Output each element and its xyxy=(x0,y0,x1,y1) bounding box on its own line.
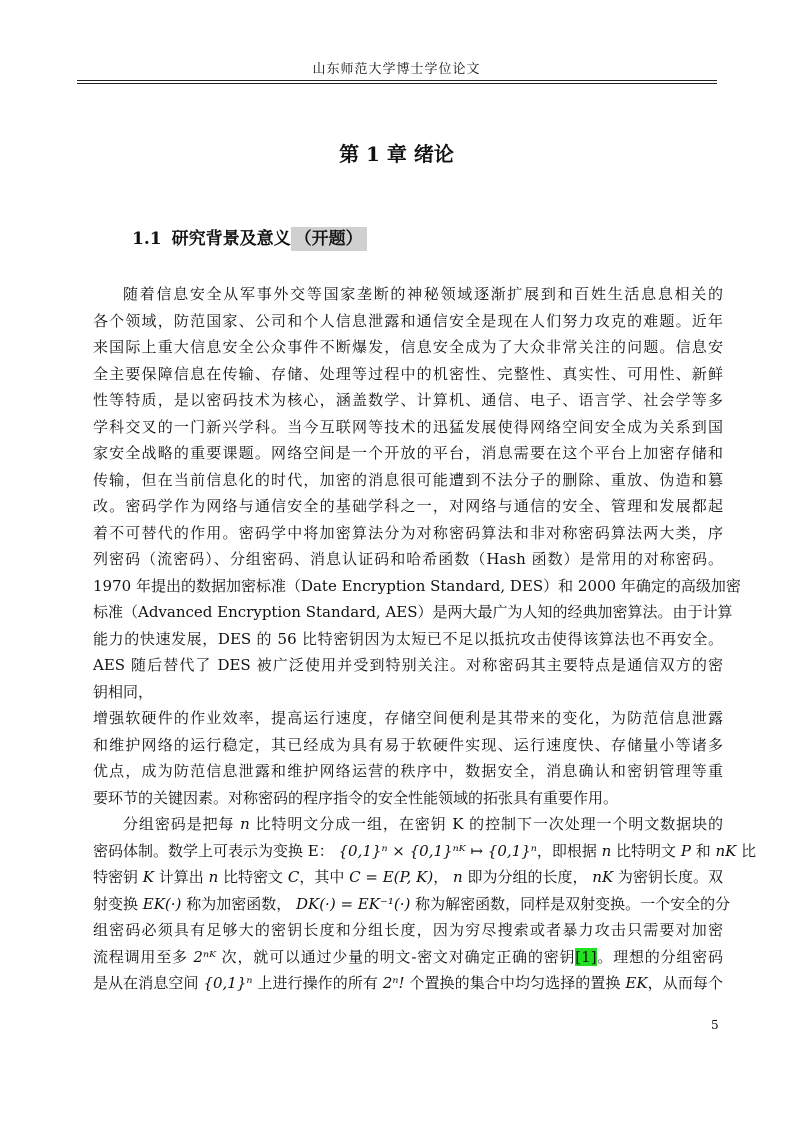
text-run: ，从而每个 xyxy=(647,974,723,992)
math-var: K xyxy=(142,868,155,886)
paragraph-line: 学科交叉的一门新兴学科。当今互联网等技术的迅猛发展使得网络空间安全成为关系到国 xyxy=(93,417,723,436)
text-run: 称为解密函数，同样是双射变换。一个安全的分 xyxy=(410,894,731,913)
math-var: n xyxy=(453,868,463,886)
text-run: 比 xyxy=(736,841,757,860)
paragraph-line: 和维护网络的运行稳定，其已经成为具有易于软硬件实现、运行速度快、存储量小等诸多 xyxy=(93,735,723,754)
text-run: ， xyxy=(433,868,453,886)
math-expression: C = E(P, K) xyxy=(349,868,434,886)
text-run: 是从在消息空间 xyxy=(93,974,204,992)
math-var: n xyxy=(208,868,219,886)
chapter-title: 第 1 章 绪论 xyxy=(339,142,454,166)
paragraph-line xyxy=(93,891,731,918)
paragraph-line xyxy=(93,944,723,971)
text-run: 。理想的分组密码 xyxy=(596,947,723,966)
text-run: 次，就可以通过少量的明文-密文对确定正确的密钥 xyxy=(216,947,576,966)
text-run: 特密钥 xyxy=(93,868,143,886)
text-run: 计算出 xyxy=(154,868,209,886)
paragraph-line: 钥相同， xyxy=(93,682,154,701)
paragraph-line xyxy=(93,811,723,838)
math-expression: {0,1}ⁿ × {0,1}ⁿᴷ ↦ {0,1}ⁿ xyxy=(338,841,537,860)
text-run: 比特密文 xyxy=(218,868,288,886)
math-expression: DK(·) = EK⁻¹(·) xyxy=(295,894,411,913)
paragraph-line: 优点，成为防范信息泄露和维护网络运营的秩序中，数据安全，消息确认和密钥管理等重 xyxy=(93,762,723,780)
paragraph-line: 要环节的关键因素。对称密码的程序指令的安全性能领域的拓张具有重要作用。 xyxy=(93,788,619,807)
paragraph-line: 性等特质，是以密码技术为核心，涵盖数学、计算机、通信、电子、语言学、社会学等多 xyxy=(93,391,723,409)
math-var: EK xyxy=(625,974,648,992)
text-run: 个置换的集合中均匀选择的置换 xyxy=(404,974,626,992)
text-run: 称为加密函数， xyxy=(181,894,296,913)
math-var: nK xyxy=(592,868,614,886)
math-expression: {0,1}ⁿ xyxy=(203,974,253,992)
math-var: P xyxy=(680,841,691,860)
text-run: 流程调用至多 xyxy=(93,947,194,966)
text-run: 上进行操作的所有 xyxy=(252,974,383,992)
text-run: 比特明文 xyxy=(611,841,681,860)
paragraph-line: AES 随后替代了 DES 被广泛使用并受到特别关注。对称密码其主要特点是通信双方的密 xyxy=(93,656,723,674)
text-run: 和 xyxy=(690,841,716,860)
math-expression: 2ⁿᴷ xyxy=(193,947,217,966)
paragraph-line: 随着信息安全从军事外交等国家垄断的神秘领域逐渐扩展到和百姓生活息息相关的 xyxy=(123,285,723,303)
body-text xyxy=(93,281,757,997)
section-heading xyxy=(132,224,367,249)
paragraph-line: 标准（Advanced Encryption Standard, AES）是两大最广为人知的经典加密算法。由于计算 xyxy=(93,603,733,621)
paragraph-line xyxy=(93,970,723,997)
paragraph-line: 来国际上重大信息安全公众事件不断爆发，信息安全成为了大众非常关注的问题。信息安 xyxy=(93,338,723,356)
paragraph-line xyxy=(93,864,723,891)
text-run: ，其中 xyxy=(299,868,350,886)
paragraph-line xyxy=(93,838,757,865)
math-expression: 2ⁿ! xyxy=(382,974,405,992)
citation-link[interactable]: [1] xyxy=(575,947,597,966)
text-run: ，即根据 xyxy=(536,841,602,860)
paragraph-line: 组密码必须具有足够大的密钥长度和分组长度，因为穷尽搜索或者暴力攻击只需要对加密 xyxy=(93,921,723,939)
text-run: 分组密码是把每 xyxy=(123,815,241,833)
paragraph-line: 列密码（流密码）、分组密码、消息认证码和哈希函数（Hash 函数）是常用的对称密码。 xyxy=(93,550,723,568)
header-rule-top xyxy=(77,80,717,81)
math-var: n xyxy=(601,841,612,860)
math-var: C xyxy=(287,868,300,886)
text-run: 比特明文分成一组，在密钥 K 的控制下一次处理一个明文数据块的 xyxy=(249,815,723,833)
text-run: 密码体制。数学上可表示为变换 E： xyxy=(93,841,339,860)
text-run: 为密钥长度。双 xyxy=(613,868,723,886)
math-var: n xyxy=(240,815,250,833)
section-title: 研究背景及意义 xyxy=(171,229,291,249)
running-header: 山东师范大学博士学位论文 xyxy=(312,62,481,77)
page-number: 5 xyxy=(711,1018,719,1032)
paragraph-line: 改。密码学作为网络与通信安全的基础学科之一，对网络与通信的安全、管理和发展都起 xyxy=(93,497,723,515)
section-number: 1.1 xyxy=(132,229,162,249)
section-tag: （开题） xyxy=(291,227,367,251)
paragraph-line: 全主要保障信息在传输、存储、处理等过程中的机密性、完整性、真实性、可用性、新鲜 xyxy=(93,364,723,383)
math-var: nK xyxy=(715,841,737,860)
paragraph-line: 增强软硬件的作业效率，提高运行速度，存储空间便利是其带来的变化，为防范信息泄露 xyxy=(93,709,723,727)
paragraph-line: 能力的快速发展，DES 的 56 比特密钥因为太短已不足以抵抗攻击使得该算法也不再安全。 xyxy=(93,629,723,648)
header-rule-bottom xyxy=(77,83,717,84)
paragraph-line: 着不可替代的作用。密码学中将加密算法分为对称密码算法和非对称密码算法两大类，序 xyxy=(93,523,723,542)
paragraph-line: 1970 年提出的数据加密标准（Date Encryption Standard, DES）和 2000 年确定的高级加密 xyxy=(93,576,741,595)
text-run: 射变换 xyxy=(93,894,143,913)
paragraph-line: 各个领域，防范国家、公司和个人信息泄露和通信安全是现在人们努力攻克的难题。近年 xyxy=(93,311,723,330)
math-expression: EK(·) xyxy=(142,894,182,913)
paragraph-line: 传输，但在当前信息化的时代，加密的消息很可能遭到不法分子的删除、重放、伪造和篡 xyxy=(93,470,723,489)
paragraph-line: 家安全战略的重要课题。网络空间是一个开放的平台，消息需要在这个平台上加密存储和 xyxy=(93,444,723,462)
text-run: 即为分组的长度， xyxy=(462,868,593,886)
